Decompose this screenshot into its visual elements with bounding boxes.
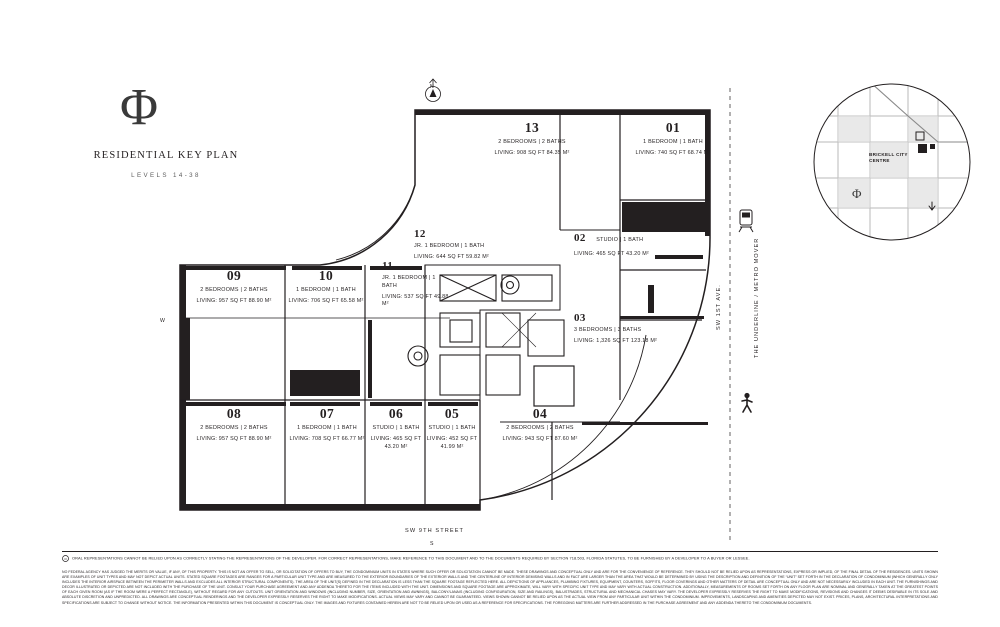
- brand-logo-icon: Φ: [120, 79, 160, 136]
- unit-10[interactable]: [286, 268, 366, 306]
- unit-11-number: 11: [382, 260, 394, 272]
- compass-icon: [420, 78, 446, 104]
- unit-06[interactable]: [368, 406, 424, 451]
- unit-04-number: 04: [532, 406, 548, 421]
- unit-13-beds: 2 BEDROOMS | 2 BATHS: [498, 139, 566, 145]
- svg-text:o: o: [64, 556, 67, 562]
- unit-04-beds: 2 BEDROOMS | 2 BATHS: [506, 425, 574, 431]
- disclaimer-body: NO FEDERAL AGENCY HAS JUDGED THE MERITS OR VALUE, IF ANY, OF THIS PROPERTY. THIS IS NOT AN OFFER TO SELL, OR SOLICITATION OF OFFERS TO BUY, THE CONDOMINIUM UNITS IN STATES WHERE SUCH OFFER OR SOLICITATION CANNOT BE MADE. THESE DRAWINGS AND CONCEPTUAL ONLY AND ARE FOR THE CONVENIENCE OF REFERENCE. THEY SHOULD NOT BE RELIED UPON AS REPRESENTATIONS, EXPRESS OR IMPLIED, OF THE FINAL DETAIL OF THE RESIDENCES. UNITS SHOWN ARE EXAMPLES OF UNIT TYPES AND MAY NOT DEPICT ACTUAL UNITS. STATED SQUARE FOOTAGES ARE RANGES FOR A PARTICULAR UNIT TYPE AND ARE MEASURED TO THE EXTERIOR BOUNDARIES OF THE EXTERIOR WALLS AND THE CENTERLINE OF INTERIOR DEMISING WALLS AND IN FACT ARE LARGER THAN THE AREA THAT WOULD BE DETERMINED BY USING THE DESCRIPTION AND DEFINITION OF THE “UNIT” SET FORTH IN THE DECLARATION OF CONDOMINIUM (WHICH GENERALLY ONLY INCLUDES THE INTERIOR AIRSPACE BETWEEN THE PERIMETER WALLS AND EXCLUDES ALL INTERIOR STRUCTURAL COMPONENTS). THE AREA OF THE UNIT(S) DEFINED IN THE DECLARATION IS LESS THAN THE SQUARE FOOTAGE REFLECTED HERE. ALL DEPICTIONS OF APPLIANCES, PLUMBING FIXTURES, EQUIPMENT, COUNTERS, SOFFITS, FLOOR COVERINGS AND OTHER MATTERS OF DETAIL ARE CONCEPTUAL ONLY AND ARE NOT NECESSARILY INCLUDED IN EACH UNIT. THE FURNISHINGS AND DECOR ILLUSTRATED OR DEPICTED ARE NOT INCLUDED WITH THE PURCHASE OF THE UNIT. CONSULT YOUR PURCHASE AGREEMENT AND ANY ADDENDA THERETO FOR THE ITEMS INCLUDED WITH THE UNIT. DIMENSIONS AND SQUARE FOOTAGE ARE APPROXIMATE, WILL VARY WITH SPECIFIC UNIT TYPE AND MAY VARY WITH ACTUAL CONSTRUCTION. ADDITIONALLY, MEASUREMENTS OF ROOMS SET FORTH ON ANY FLOOR PLAN ARE NOMINAL AND GENERALLY TAKEN AT THE GREATEST POINTS OF EACH GIVEN ROOM (AS IF THE ROOM WERE A PERFECT RECTANGLE), WITHOUT REGARD FOR ANY CUTOUTS. UNIT ORIENTATION AND WINDOWS (INCLUDING NUMBER, SIZE, ORIENTATION AND AWNINGS), BALCONY/LANAIS (INCLUDING CONFIGURATION, SIZE AND RAILINGS), BALUSTRADES, STRUCTURAL AND MECHANICAL CHASES MAY VARY. THE DEVELOPER EXPRESSLY RESERVES THE RIGHT TO MAKE MODIFICATIONS, REVISIONS AND CHANGES IT DEEMS DESIRABLE IN ITS SOLE AND ABSOLUTE DISCRETION AND UNPREDICTED. ALL DRAWINGS ARE CONCEPTUAL RENDERINGS AND THE DEVELOPER EXPRESSLY RESERVES THE RIGHT TO MAKE MODIFICATIONS. ACTUAL VIEWS MAY VARY AND CANNOT BE GUARANTEED. VIEWS SHOWN CANNOT BE RELIED UPON AS THE ACTUAL VIEW FROM ANY PARTICULAR UNIT WITHIN THE CONDOMINIUM. IMPROVEMENTS, LANDSCAPING AND AMENITIES DEPICTED MAY NOT EXIST. PRICES, PLANS, ARCHITECTURAL INTERPRETATIONS AND SPECIFICATIONS ARE SUBJECT TO CHANGE WITHOUT NOTICE. THE INFORMATION PRESENTED WITHIN THIS DOCUMENT IS CONCEPTUAL ONLY. THE IMAGES AND FIXTURES CONTAINED HEREIN ARE NOT TO BE RELIED UPON OR USED AS A REFERENCE FOR SPECIFICATIONS. THE FOREGOING MATTERS ARE FURTHER ADDRESSED IN THE PURCHASE AGREEMENT AND ANY ADDENDA THERETO THE CONDOMINIUM DOCUMENTS.: [62, 570, 938, 605]
- disclaimer-first-line: [62, 555, 938, 562]
- unit-03-beds: 3 BEDROOMS | 3 BATHS: [574, 327, 642, 333]
- unit-01[interactable]: [618, 120, 728, 158]
- unit-02-number: 02: [574, 232, 586, 244]
- unit-12-number: 12: [414, 228, 426, 240]
- disclaimer-first-line-text: ORAL REPRESENTATIONS CANNOT BE RELIED UPON AS CORRECTLY STATING THE REPRESENTATIONS OF THE DEVELOPER. FOR CORRECT REPRESENTATIONS, MAKE REFERENCE TO THIS DOCUMENT AND TO THE DOCUMENTS REQUIRED BY SECTION 718.503, FLORIDA STATUTES, TO BE FURNISHED BY A DEVELOPER TO A BUYER OR LESSEE.: [72, 555, 750, 561]
- pedestrian-icon: [740, 392, 754, 414]
- unit-06-living: LIVING: 465 SQ FT 43.20 M²: [370, 436, 422, 450]
- unit-09-living: LIVING: 957 SQ FT 88.90 M²: [196, 298, 272, 305]
- street-label-bottom: SW 9TH STREET: [405, 528, 465, 534]
- unit-12-living: LIVING: 644 SQ FT 59.82 M²: [414, 254, 489, 261]
- west-marker-label: W: [160, 318, 166, 324]
- floor-plate-drawing: [150, 70, 770, 555]
- page-title: RESIDENTIAL KEY PLAN: [93, 150, 239, 161]
- unit-08[interactable]: [182, 406, 286, 444]
- unit-13-living: LIVING: 908 SQ FT 84.35 M²: [494, 150, 570, 157]
- unit-11-beds: JR. 1 BEDROOM | 1 BATH: [382, 275, 436, 289]
- disclaimer-divider: [62, 551, 938, 552]
- unit-01-number: 01: [665, 120, 681, 135]
- unit-04-living: LIVING: 943 SQ FT 87.60 M²: [502, 436, 578, 443]
- unit-04[interactable]: [480, 406, 600, 444]
- page-subtitle: LEVELS 14-38: [131, 172, 201, 179]
- site-key-map-label: BRICKELL CITY CENTRE: [869, 152, 908, 163]
- unit-11[interactable]: [382, 260, 452, 309]
- unit-12[interactable]: [414, 228, 564, 262]
- unit-09-beds: 2 BEDROOMS | 2 BATHS: [200, 287, 268, 293]
- unit-02[interactable]: [574, 228, 694, 258]
- unit-07-living: LIVING: 708 SQ FT 66.77 M²: [289, 436, 365, 443]
- unit-03[interactable]: [574, 312, 714, 346]
- unit-06-number: 06: [388, 406, 404, 421]
- unit-13-number: 13: [524, 120, 540, 135]
- site-key-map[interactable]: [812, 82, 972, 242]
- oral-rep-icon: [62, 555, 69, 562]
- avenue-label-right: SW 1ST AVE.: [716, 284, 722, 330]
- unit-12-beds: JR. 1 BEDROOM | 1 BATH: [414, 243, 485, 249]
- unit-09[interactable]: [182, 268, 286, 306]
- unit-09-number: 09: [226, 268, 242, 283]
- unit-01-beds: 1 BEDROOM | 1 BATH: [643, 139, 703, 145]
- unit-07-beds: 1 BEDROOM | 1 BATH: [297, 425, 357, 431]
- unit-08-living: LIVING: 957 SQ FT 88.90 M²: [196, 436, 272, 443]
- unit-03-number: 03: [574, 312, 586, 324]
- unit-05-number: 05: [444, 406, 460, 421]
- compass-south-label: S: [430, 541, 435, 547]
- unit-05[interactable]: [426, 406, 478, 451]
- unit-03-living: LIVING: 1,326 SQ FT 123.18 M²: [574, 338, 658, 345]
- unit-06-beds: STUDIO | 1 BATH: [372, 425, 420, 431]
- unit-10-living: LIVING: 706 SQ FT 65.58 M²: [288, 298, 364, 305]
- compass-north-label: N: [430, 84, 435, 90]
- unit-11-living: LIVING: 537 SQ FT 49.88 M²: [382, 293, 449, 308]
- unit-05-living: LIVING: 452 SQ FT 41.99 M²: [426, 436, 478, 450]
- unit-02-beds: STUDIO | 1 BATH: [596, 237, 644, 243]
- transit-label-right: THE UNDERLINE / METRO MOVER: [754, 237, 760, 358]
- unit-02-living: LIVING: 465 SQ FT 43.20 M²: [574, 250, 649, 257]
- unit-07-number: 07: [319, 406, 335, 421]
- unit-10-beds: 1 BEDROOM | 1 BATH: [296, 287, 356, 293]
- unit-05-beds: STUDIO | 1 BATH: [428, 425, 476, 431]
- metromover-icon: [738, 208, 754, 234]
- unit-10-number: 10: [318, 268, 334, 283]
- unit-07[interactable]: [288, 406, 366, 444]
- unit-08-beds: 2 BEDROOMS | 2 BATHS: [200, 425, 268, 431]
- unit-01-living: LIVING: 740 SQ FT 68.74 M²: [635, 150, 711, 157]
- unit-08-number: 08: [226, 406, 242, 421]
- unit-13[interactable]: [472, 120, 592, 158]
- site-marker-icon: Φ: [852, 186, 862, 201]
